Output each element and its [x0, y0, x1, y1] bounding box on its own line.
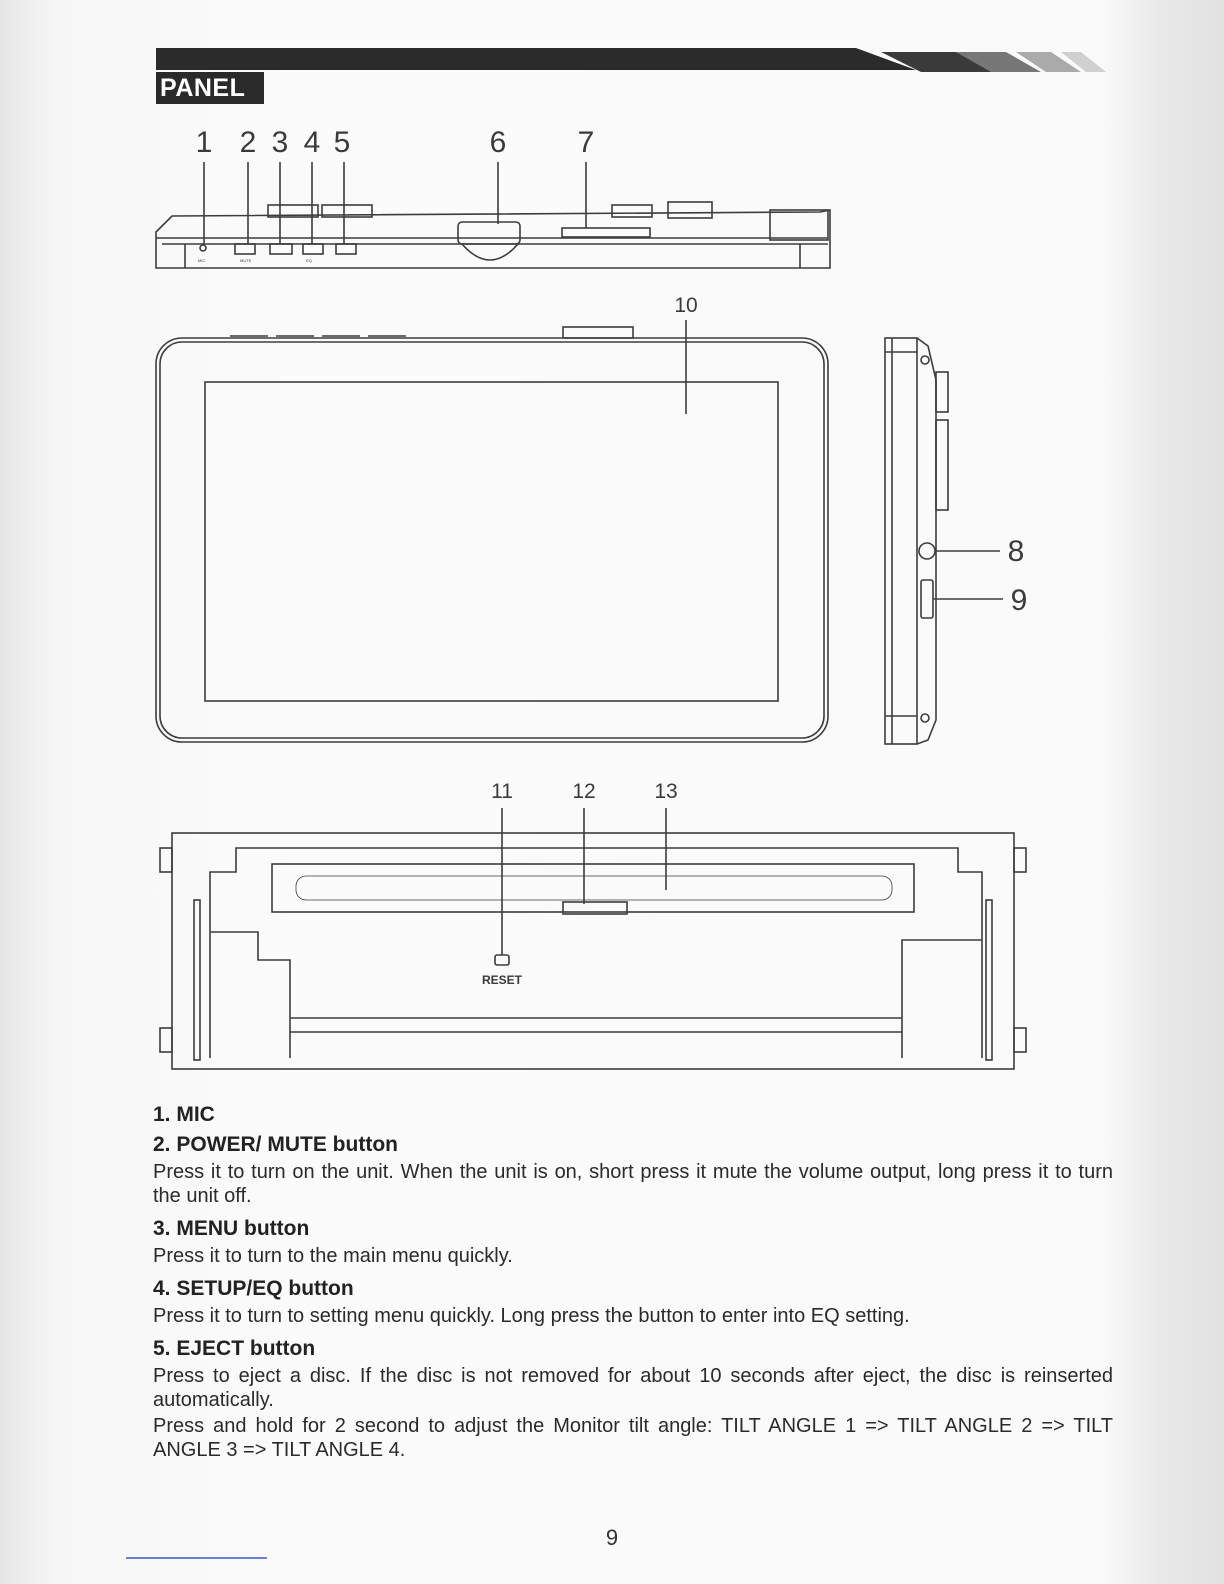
callout-6: 6 — [489, 126, 507, 159]
callout-13: 13 — [654, 780, 678, 803]
item-menu-title: 3. MENU button — [153, 1217, 310, 1240]
item-power-mute-desc: Press it to turn on the unit. When the unit is on, short press it mute the volume output, long press it to turn the unit off. — [153, 1161, 1113, 1207]
svg-text:MUTE: MUTE — [240, 258, 252, 263]
bottom-view-drawing — [160, 833, 1026, 1069]
callout-5: 5 — [333, 126, 351, 159]
callout-7: 7 — [577, 126, 595, 159]
item-eject-title: 5. EJECT button — [153, 1337, 316, 1360]
item-mic-title: 1. MIC — [153, 1103, 215, 1126]
item-setup-eq-desc: Press it to turn to setting menu quickly. Long press the button to enter into EQ setting. — [153, 1305, 910, 1327]
svg-text:MIC: MIC — [198, 258, 206, 263]
top-view-drawing — [156, 202, 830, 268]
item-menu-desc: Press it to turn to the main menu quickly. — [153, 1245, 513, 1267]
callout-9: 9 — [1010, 584, 1028, 617]
footer-rule — [126, 1557, 267, 1559]
callout-12: 12 — [572, 780, 596, 803]
page-number: 9 — [605, 1525, 619, 1550]
callout-1: 1 — [195, 126, 213, 159]
svg-text:EQ: EQ — [306, 258, 312, 263]
item-eject-desc-2: Press and hold for 2 second to adjust the Monitor tilt angle: TILT ANGLE 1 => TILT ANGLE 2 => TILT ANGLE 3 => TILT ANGLE 4. — [153, 1415, 1113, 1461]
callout-10: 10 — [674, 294, 698, 317]
callout-8: 8 — [1007, 535, 1025, 568]
side-view-drawing — [885, 338, 948, 744]
item-eject-desc-1: Press to eject a disc. If the disc is not removed for about 10 seconds after eject, the disc is reinserted automatically. — [153, 1365, 1113, 1411]
section-title: PANEL — [156, 72, 264, 104]
item-power-mute-title: 2. POWER/ MUTE button — [153, 1133, 398, 1156]
button-descriptions — [153, 1100, 1113, 1468]
callout-3: 3 — [271, 126, 289, 159]
item-setup-eq-title: 4. SETUP/EQ button — [153, 1277, 354, 1300]
callout-2: 2 — [239, 126, 257, 159]
reset-label: RESET — [481, 973, 523, 987]
callout-11: 11 — [491, 780, 513, 803]
callout-4: 4 — [303, 126, 321, 159]
front-view-drawing — [156, 327, 828, 742]
